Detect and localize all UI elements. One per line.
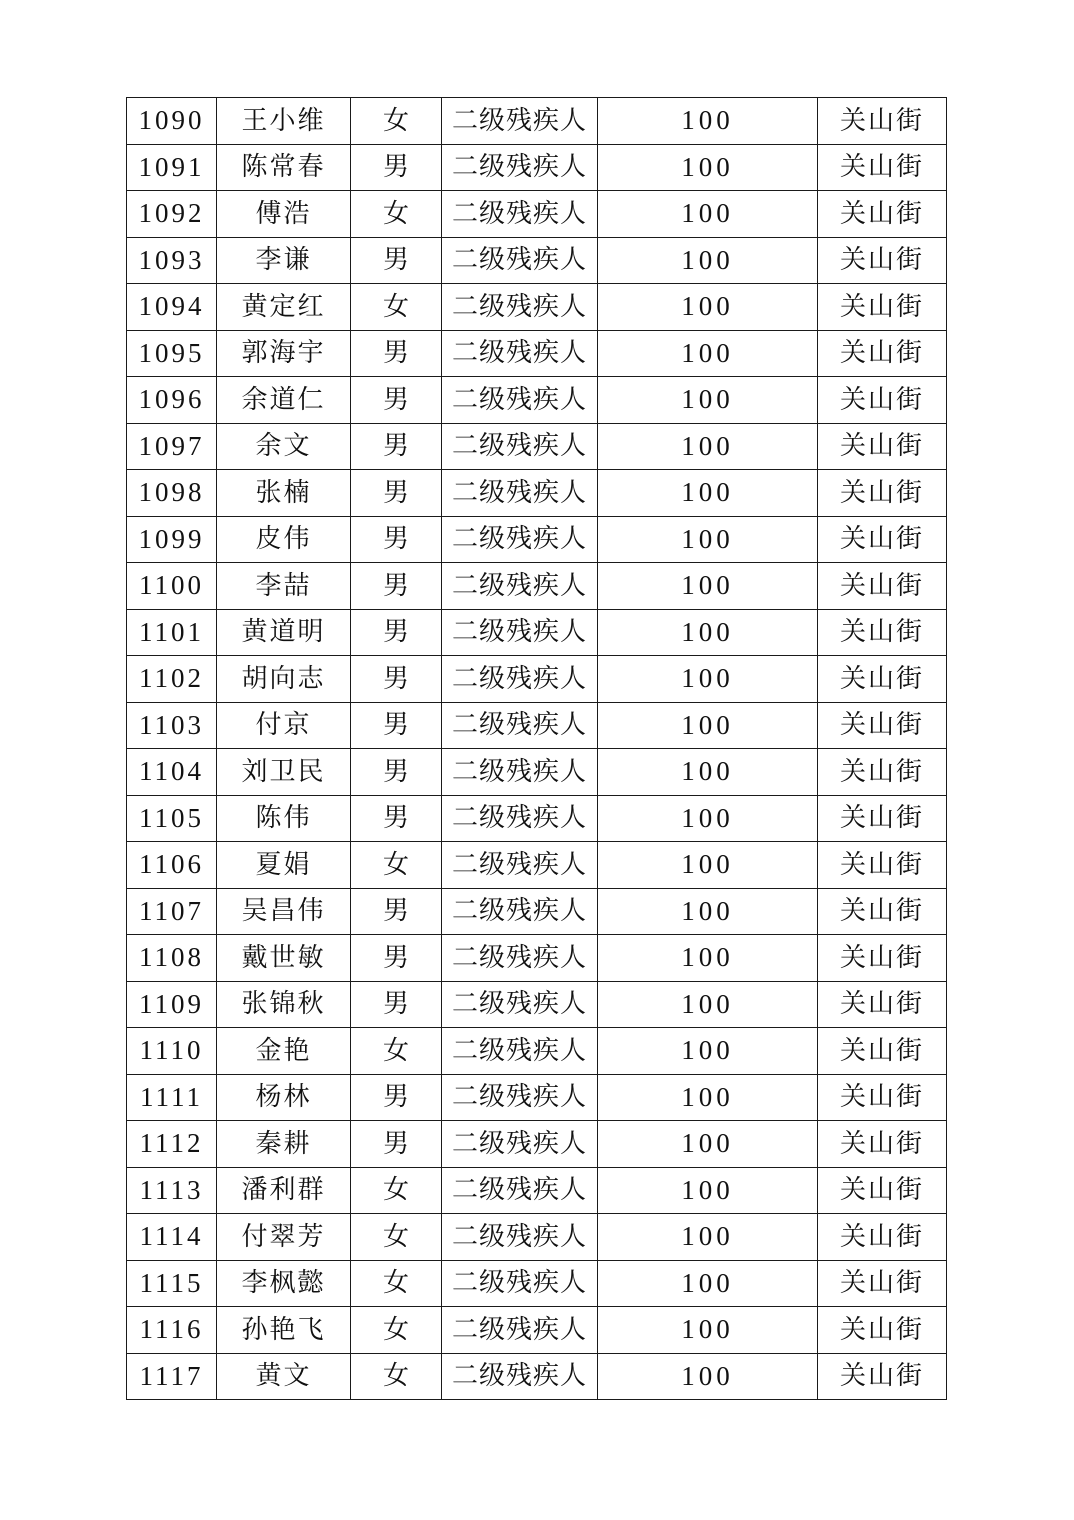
person-name: 夏娟 [217,842,351,889]
table-row [127,702,947,749]
gender-cell: 男 [351,1074,442,1121]
subsidy-amount: 100 [598,330,818,377]
street-name: 关山街 [818,284,947,331]
gender-cell: 女 [351,284,442,331]
table-row [127,1167,947,1214]
row-number: 1116 [127,1307,217,1354]
gender-cell: 男 [351,516,442,563]
subsidy-amount: 100 [598,1121,818,1168]
street-name: 关山街 [818,1028,947,1075]
table-row [127,1353,947,1400]
street-name: 关山街 [818,795,947,842]
street-name: 关山街 [818,563,947,610]
table-row [127,563,947,610]
gender-cell: 女 [351,1307,442,1354]
disability-level: 二级残疾人 [442,1214,598,1261]
table-row [127,795,947,842]
street-name: 关山街 [818,191,947,238]
disability-level: 二级残疾人 [442,1353,598,1400]
row-number: 1115 [127,1260,217,1307]
gender-cell: 男 [351,935,442,982]
person-name: 秦耕 [217,1121,351,1168]
gender-cell: 男 [351,656,442,703]
row-number: 1097 [127,423,217,470]
person-name: 付京 [217,702,351,749]
street-name: 关山街 [818,98,947,145]
gender-cell: 男 [351,702,442,749]
subsidy-amount: 100 [598,516,818,563]
table-row [127,609,947,656]
gender-cell: 女 [351,1353,442,1400]
street-name: 关山街 [818,749,947,796]
row-number: 1095 [127,330,217,377]
street-name: 关山街 [818,1214,947,1261]
row-number: 1110 [127,1028,217,1075]
disability-level: 二级残疾人 [442,98,598,145]
row-number: 1099 [127,516,217,563]
person-name: 金艳 [217,1028,351,1075]
table-row [127,1121,947,1168]
gender-cell: 男 [351,330,442,377]
table-row [127,470,947,517]
subsidy-amount: 100 [598,656,818,703]
disability-level: 二级残疾人 [442,191,598,238]
disability-level: 二级残疾人 [442,795,598,842]
disability-level: 二级残疾人 [442,842,598,889]
subsidy-amount: 100 [598,1074,818,1121]
person-name: 潘利群 [217,1167,351,1214]
gender-cell: 女 [351,191,442,238]
street-name: 关山街 [818,1353,947,1400]
person-name: 戴世敏 [217,935,351,982]
street-name: 关山街 [818,888,947,935]
row-number: 1093 [127,237,217,284]
table-row [127,191,947,238]
person-name: 皮伟 [217,516,351,563]
table-row [127,144,947,191]
gender-cell: 男 [351,237,442,284]
row-number: 1090 [127,98,217,145]
disability-level: 二级残疾人 [442,1074,598,1121]
street-name: 关山街 [818,1074,947,1121]
disability-level: 二级残疾人 [442,1167,598,1214]
street-name: 关山街 [818,1307,947,1354]
street-name: 关山街 [818,842,947,889]
row-number: 1102 [127,656,217,703]
subsidy-amount: 100 [598,935,818,982]
subsidy-amount: 100 [598,377,818,424]
table-row [127,284,947,331]
row-number: 1107 [127,888,217,935]
subsidy-amount: 100 [598,563,818,610]
street-name: 关山街 [818,1260,947,1307]
gender-cell: 男 [351,981,442,1028]
row-number: 1100 [127,563,217,610]
row-number: 1101 [127,609,217,656]
row-number: 1112 [127,1121,217,1168]
subsidy-amount: 100 [598,795,818,842]
subsidy-amount: 100 [598,470,818,517]
person-name: 傅浩 [217,191,351,238]
row-number: 1092 [127,191,217,238]
disability-level: 二级残疾人 [442,1121,598,1168]
disability-level: 二级残疾人 [442,284,598,331]
person-name: 黄道明 [217,609,351,656]
gender-cell: 男 [351,563,442,610]
subsidy-amount: 100 [598,842,818,889]
row-number: 1109 [127,981,217,1028]
table-row [127,1307,947,1354]
gender-cell: 男 [351,1121,442,1168]
table-row [127,888,947,935]
person-name: 陈常春 [217,144,351,191]
subsidy-amount: 100 [598,1214,818,1261]
person-name: 黄定红 [217,284,351,331]
row-number: 1104 [127,749,217,796]
disability-level: 二级残疾人 [442,330,598,377]
person-name: 李喆 [217,563,351,610]
subsidy-amount: 100 [598,98,818,145]
subsidy-amount: 100 [598,888,818,935]
disability-level: 二级残疾人 [442,144,598,191]
disability-level: 二级残疾人 [442,470,598,517]
row-number: 1103 [127,702,217,749]
subsidy-amount: 100 [598,1260,818,1307]
subsidy-amount: 100 [598,609,818,656]
table-row [127,423,947,470]
gender-cell: 男 [351,795,442,842]
person-name: 张锦秋 [217,981,351,1028]
gender-cell: 女 [351,1028,442,1075]
street-name: 关山街 [818,1121,947,1168]
row-number: 1091 [127,144,217,191]
row-number: 1105 [127,795,217,842]
subsidy-amount: 100 [598,1028,818,1075]
street-name: 关山街 [818,609,947,656]
roster-table [126,97,947,1400]
table-row [127,237,947,284]
gender-cell: 女 [351,1260,442,1307]
disability-level: 二级残疾人 [442,981,598,1028]
gender-cell: 男 [351,888,442,935]
disability-level: 二级残疾人 [442,609,598,656]
gender-cell: 男 [351,609,442,656]
disability-level: 二级残疾人 [442,1307,598,1354]
disability-level: 二级残疾人 [442,563,598,610]
disability-level: 二级残疾人 [442,237,598,284]
gender-cell: 女 [351,98,442,145]
person-name: 陈伟 [217,795,351,842]
person-name: 黄文 [217,1353,351,1400]
disability-level: 二级残疾人 [442,1028,598,1075]
person-name: 吴昌伟 [217,888,351,935]
table-row [127,656,947,703]
person-name: 李谦 [217,237,351,284]
gender-cell: 男 [351,377,442,424]
person-name: 付翠芳 [217,1214,351,1261]
disability-level: 二级残疾人 [442,423,598,470]
person-name: 郭海宇 [217,330,351,377]
table-row [127,1260,947,1307]
person-name: 张楠 [217,470,351,517]
subsidy-amount: 100 [598,749,818,796]
table-row [127,1214,947,1261]
person-name: 余文 [217,423,351,470]
row-number: 1113 [127,1167,217,1214]
table-row [127,842,947,889]
row-number: 1106 [127,842,217,889]
street-name: 关山街 [818,470,947,517]
table-row [127,377,947,424]
person-name: 胡向志 [217,656,351,703]
street-name: 关山街 [818,330,947,377]
gender-cell: 男 [351,423,442,470]
person-name: 余道仁 [217,377,351,424]
subsidy-amount: 100 [598,1353,818,1400]
street-name: 关山街 [818,237,947,284]
disability-level: 二级残疾人 [442,377,598,424]
street-name: 关山街 [818,981,947,1028]
gender-cell: 女 [351,1214,442,1261]
row-number: 1114 [127,1214,217,1261]
disability-level: 二级残疾人 [442,516,598,563]
subsidy-amount: 100 [598,423,818,470]
disability-level: 二级残疾人 [442,656,598,703]
roster-table-body [127,98,947,1400]
person-name: 李枫懿 [217,1260,351,1307]
street-name: 关山街 [818,935,947,982]
subsidy-amount: 100 [598,981,818,1028]
gender-cell: 女 [351,1167,442,1214]
subsidy-amount: 100 [598,191,818,238]
disability-level: 二级残疾人 [442,1260,598,1307]
person-name: 杨林 [217,1074,351,1121]
table-row [127,330,947,377]
disability-level: 二级残疾人 [442,749,598,796]
disability-level: 二级残疾人 [442,702,598,749]
table-row [127,1074,947,1121]
street-name: 关山街 [818,656,947,703]
disability-level: 二级残疾人 [442,888,598,935]
row-number: 1111 [127,1074,217,1121]
disability-level: 二级残疾人 [442,935,598,982]
subsidy-amount: 100 [598,1167,818,1214]
street-name: 关山街 [818,377,947,424]
street-name: 关山街 [818,423,947,470]
table-row [127,98,947,145]
subsidy-amount: 100 [598,144,818,191]
gender-cell: 男 [351,470,442,517]
subsidy-amount: 100 [598,237,818,284]
person-name: 孙艳飞 [217,1307,351,1354]
row-number: 1094 [127,284,217,331]
gender-cell: 男 [351,144,442,191]
street-name: 关山街 [818,702,947,749]
subsidy-amount: 100 [598,1307,818,1354]
row-number: 1117 [127,1353,217,1400]
gender-cell: 男 [351,749,442,796]
subsidy-amount: 100 [598,702,818,749]
subsidy-amount: 100 [598,284,818,331]
table-row [127,1028,947,1075]
table-row [127,981,947,1028]
gender-cell: 女 [351,842,442,889]
street-name: 关山街 [818,516,947,563]
table-row [127,935,947,982]
person-name: 刘卫民 [217,749,351,796]
person-name: 王小维 [217,98,351,145]
street-name: 关山街 [818,144,947,191]
row-number: 1096 [127,377,217,424]
table-row [127,749,947,796]
street-name: 关山街 [818,1167,947,1214]
row-number: 1108 [127,935,217,982]
row-number: 1098 [127,470,217,517]
table-row [127,516,947,563]
